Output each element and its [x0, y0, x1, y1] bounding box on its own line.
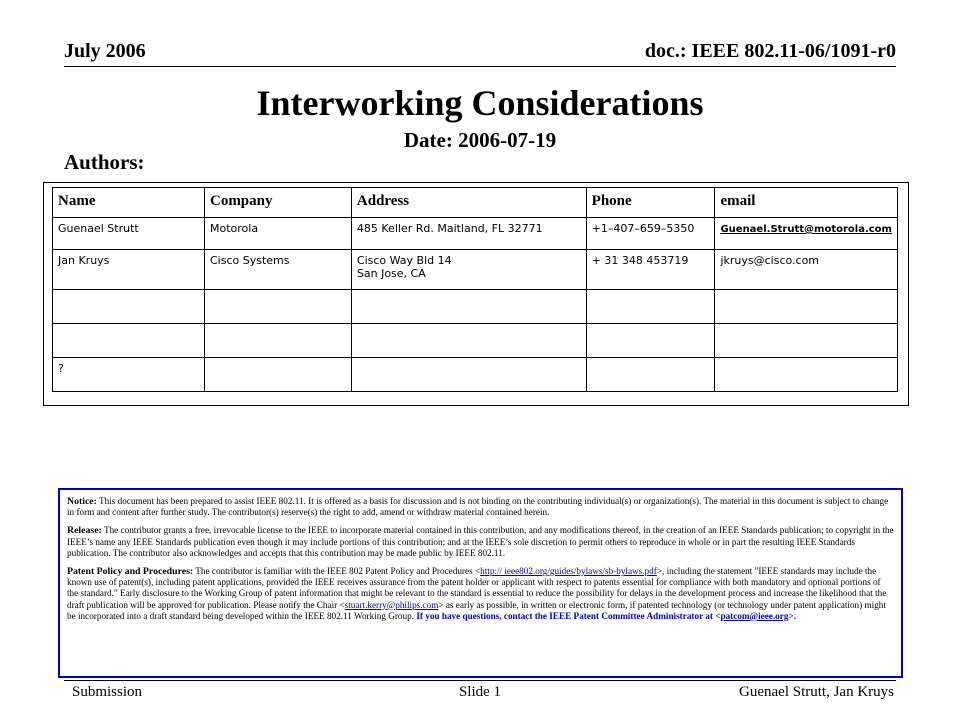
- authors-table-frame: [43, 182, 909, 406]
- author-company: [204, 358, 351, 392]
- patent-policy-link[interactable]: http:// ieee802.org/guides/bylaws/sb-bylaws.pdf: [480, 566, 657, 577]
- author-address-cell: [351, 250, 586, 290]
- author-name: Jan Kruys: [53, 250, 205, 290]
- table-row: [53, 324, 898, 358]
- author-name: [53, 290, 205, 324]
- table-row: [53, 290, 898, 324]
- table-row: [53, 218, 898, 250]
- author-address-line-2: San Jose, CA: [356, 267, 426, 280]
- patcom-email-link[interactable]: patcom@ieee.org: [720, 610, 789, 621]
- header-date: July 2006: [64, 40, 146, 62]
- authors-table: [52, 187, 898, 392]
- patent-end-text: >.: [788, 610, 796, 621]
- author-address: [351, 290, 586, 324]
- patent-label: Patent Policy and Procedures:: [67, 566, 194, 578]
- column-header-phone: Phone: [586, 188, 715, 218]
- footer-submission: Submission: [72, 684, 143, 700]
- table-row: [53, 250, 898, 290]
- column-header-name: Name: [53, 188, 205, 218]
- author-email: jkruys@cisco.com: [715, 250, 898, 290]
- notice-text: This document has been prepared to assist IEEE 802.11. It is offered as a basis for discussion and is not binding on the contributing individual(s) or organization(s). The material in this document is subject to change in form and content after further study. The contributor(s) reserve(s) the right to add, amend or withdraw material contained herein.: [67, 496, 889, 518]
- author-email-link[interactable]: Guenael.Strutt@motorola.com: [720, 224, 892, 235]
- patent-contact-text: If you have questions, contact the IEEE Patent Committee Administrator at <: [416, 610, 721, 621]
- author-company: [204, 290, 351, 324]
- footer-authors: Guenael Strutt, Jan Kruys: [739, 684, 894, 700]
- header-divider: [64, 66, 896, 67]
- author-address-line-1: Cisco Way Bld 14: [356, 254, 452, 267]
- notice-label: Notice:: [67, 496, 97, 507]
- footer-divider: [64, 680, 896, 681]
- author-address: [351, 324, 586, 358]
- author-email: [715, 324, 898, 358]
- author-email: [715, 290, 898, 324]
- release-text: The contributor grants a free, irrevocable license to the IEEE to incorporate material contained in this contribution, and any modifications thereof, in the creation of an IEEE Standards publication; to copyright in the IEEE’s name any IEEE Standards publication even though it may include portions of this contribution; and at the IEEE’s sole discretion to permit others to reproduce in whole or in part the resulting IEEE Standards publication. The contributor also acknowledges and accepts that this contribution may be made public by IEEE 802.11.: [67, 525, 894, 558]
- footer-slide-number: Slide 1: [458, 684, 502, 700]
- author-phone: + 31 348 453719: [586, 250, 715, 290]
- author-address: 485 Keller Rd. Maitland, FL 32771: [351, 218, 586, 250]
- patent-text-2: >, including the statement "IEEE standards may include the known use of patent(s), including patent applications, provided the IEEE receives assurance from the patent holder or applicant with respect to patents essential for compliance with both mandatory and optional portions of the standard." Early disclosure to the Working Group of patent information that might be relevant to the standard is essential to reduce the possibility for delays in the development process and increase the likelihood that the draft publication will be approved for publication. Please notify the Chair <: [67, 566, 887, 610]
- table-header-row: [53, 188, 898, 218]
- author-phone: [586, 324, 715, 358]
- author-email-cell: [715, 218, 898, 250]
- authors-label: Authors:: [64, 150, 145, 174]
- author-name: [53, 324, 205, 358]
- date-line: Date: 2006-07-19: [403, 128, 557, 152]
- header-doc-id: doc.: IEEE 802.11-06/1091-r0: [644, 40, 896, 62]
- patent-paragraph: [67, 566, 894, 622]
- release-label: Release:: [67, 525, 102, 537]
- column-header-email: email: [715, 188, 898, 218]
- author-name: ?: [53, 358, 205, 392]
- patent-text-1: The contributor is familiar with the IEEE 802 Patent Policy and Procedures <: [193, 566, 481, 577]
- notice-paragraph: [67, 496, 894, 518]
- author-phone: [586, 358, 715, 392]
- column-header-company: Company: [204, 188, 351, 218]
- author-company: Motorola: [204, 218, 351, 250]
- author-address: [351, 358, 586, 392]
- author-name: Guenael Strutt: [53, 218, 205, 250]
- author-company: Cisco Systems: [204, 250, 351, 290]
- page-title: Interworking Considerations: [256, 83, 704, 123]
- patent-text-3: > as early as possible, in written or electronic form, if patented technology (or technology under patent application) might be incorporated into a draft standard being developed within the IEEE 802.11 Working Group.: [67, 599, 886, 621]
- author-phone: [586, 290, 715, 324]
- table-row: [53, 358, 898, 392]
- release-paragraph: [67, 525, 894, 559]
- notice-box: [58, 488, 903, 678]
- author-email: [715, 358, 898, 392]
- author-company: [204, 324, 351, 358]
- chair-email-link[interactable]: stuart.kerry@philips.com: [344, 599, 439, 610]
- author-phone: +1–407–659–5350: [586, 218, 715, 250]
- column-header-address: Address: [351, 188, 586, 218]
